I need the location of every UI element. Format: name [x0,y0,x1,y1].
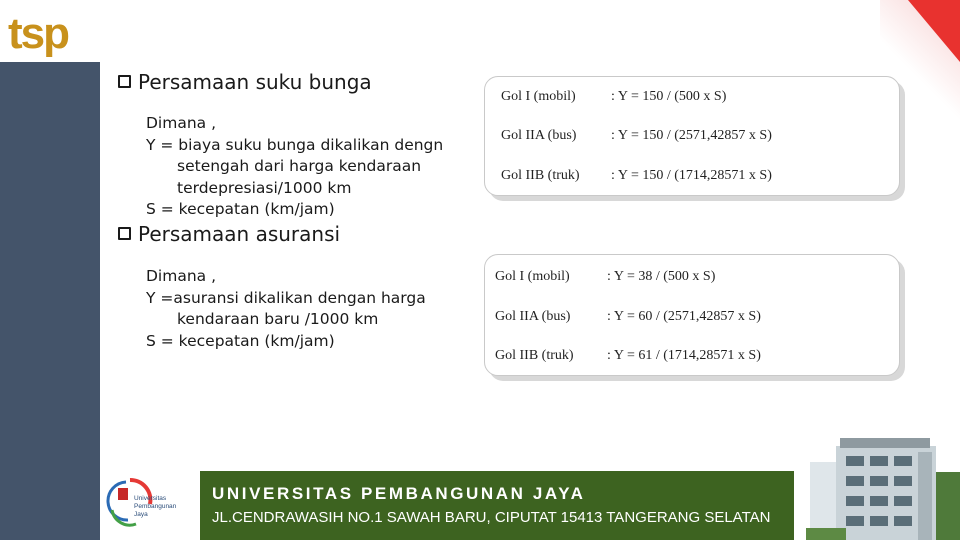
formula-equation: : Y = 38 / (500 x S) [607,269,716,284]
text-line: terdepresiasi/1000 km [177,178,352,197]
text-line: Dimana , [146,267,217,285]
checkbox-bullet-icon [118,75,131,88]
formula-label: Gol IIB (truk) [501,168,580,183]
heading-asuransi: Persamaan asuransi [118,222,340,246]
corner-decoration-red [908,0,960,62]
formula-label: Gol IIA (bus) [501,128,577,143]
text-line: setengah dari harga kendaraan [177,157,422,175]
formula-equation: : Y = 150 / (2571,42857 x S) [611,128,772,143]
formula-equation: : Y = 150 / (500 x S) [611,89,727,104]
footer-banner [200,471,794,540]
formula-box-asuransi [484,254,900,376]
asuransi-description [146,266,426,352]
tsp-logo: tsp [8,9,68,58]
university-name: UNIVERSITAS PEMBANGUNAN JAYA [212,484,586,503]
uni-logo-text: Universitas Pembangunan Jaya [134,495,177,518]
formula-equation: : Y = 60 / (2571,42857 x S) [607,309,761,324]
formula-equation: : Y = 150 / (1714,28571 x S) [611,168,772,183]
text-line: Dimana , [146,114,217,132]
text-line: Y =asuransi dikalikan dengan harga [146,288,426,307]
campus-building-image [806,432,960,540]
text-line: S = kecepatan (km/jam) [146,200,335,218]
formula-label: Gol IIA (bus) [495,309,571,324]
text-line: S = kecepatan (km/jam) [146,331,335,350]
text-line: Y = biaya suku bunga dikalikan dengn [146,135,444,154]
formula-label: Gol I (mobil) [495,269,570,284]
heading-suku-bunga: Persamaan suku bunga [118,70,372,94]
left-sidebar-bar [0,62,100,540]
formula-box-suku-bunga [484,76,900,196]
formula-equation: : Y = 61 / (1714,28571 x S) [607,348,761,363]
university-address: JL.CENDRAWASIH NO.1 SAWAH BARU, CIPUTAT 15413 TANGERANG SELATAN [212,509,771,526]
suku-bunga-description [146,113,443,221]
formula-label: Gol I (mobil) [501,89,576,104]
checkbox-bullet-icon [118,227,131,240]
formula-label: Gol IIB (truk) [495,348,574,363]
text-line: kendaraan baru /1000 km [177,310,379,328]
